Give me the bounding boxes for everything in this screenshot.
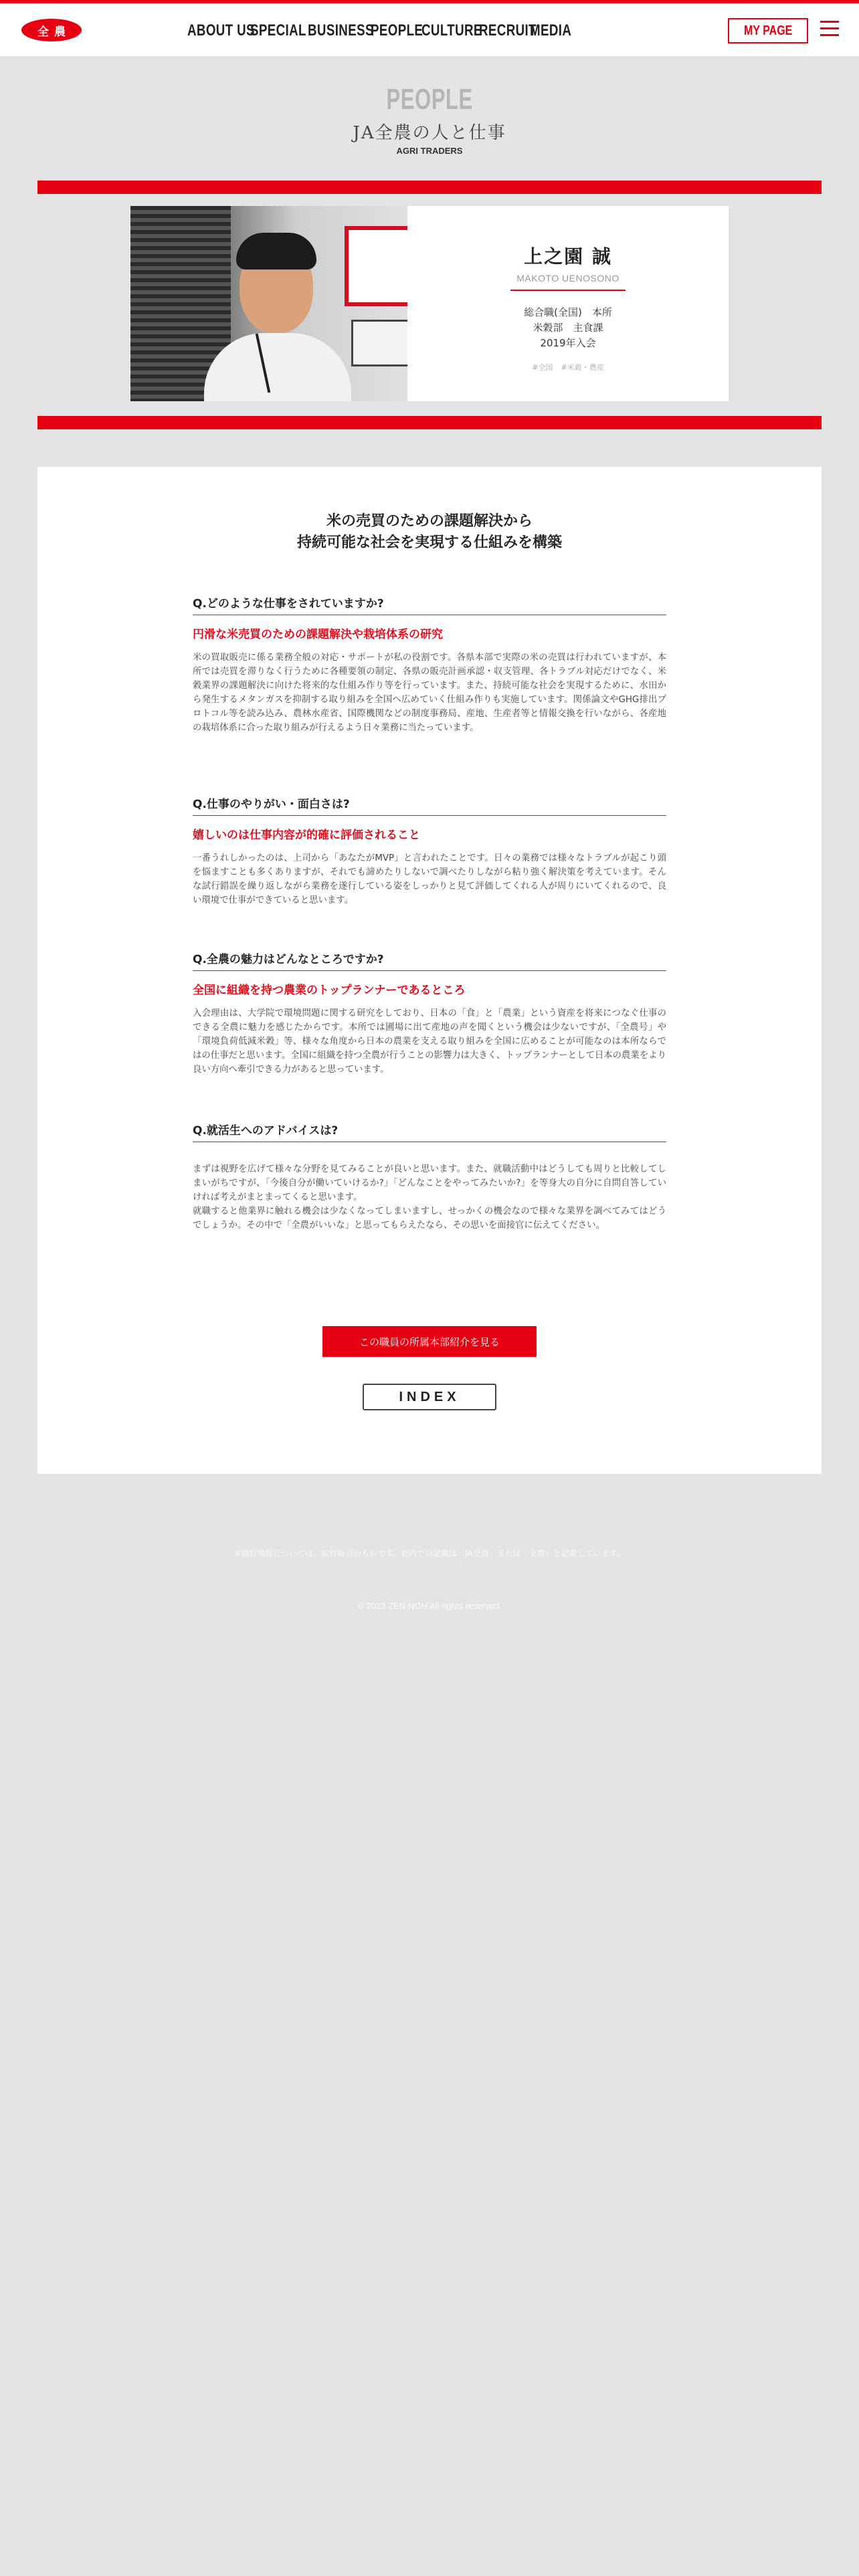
profile-join-year: 2019年入会 xyxy=(540,337,596,349)
profile-name-en: MAKOTO UENOSONO xyxy=(516,273,619,284)
profile-photo xyxy=(130,206,407,401)
answer-text: 一番うれしかったのは、上司から「あなたがMVP」と言われたことです。日々の業務では様々なトラブルが起こり頭を悩ますことも多くありますが、それでも諦めたりしないで調べたりしながら粘り強く解決策を考えています。そんな試行錯誤を繰り返しながら業務を遂行している姿をしっかりと見て評価してくれる人が周りにいてくれるので、良い環境で仕事ができていると思います。 xyxy=(193,853,666,905)
qa-block xyxy=(193,950,666,1077)
department-intro-button[interactable]: この職員の所属本部紹介を見る xyxy=(322,1326,537,1357)
qa-block xyxy=(193,594,666,735)
profile-card xyxy=(130,206,729,401)
question-heading: Q.どのような仕事をされていますか? xyxy=(193,594,666,615)
menu-icon[interactable] xyxy=(820,21,839,38)
profile-info xyxy=(407,305,729,351)
profile-employment: 総合職(全国) 本所 xyxy=(524,306,612,318)
answer-headline: 円滑な米売買のための課題解決や栽培体系の研究 xyxy=(193,628,443,641)
nav-culture[interactable]: CULTURE xyxy=(421,21,482,39)
divider-bottom xyxy=(37,416,822,429)
profile-department: 米穀部 主食課 xyxy=(533,322,603,334)
answer-text: まずは視野を広げて様々な分野を見てみることが良いと思います。また、就職活動中はどうしても周りと比較してしまいがちですが、「今後自分が働いていけるか?」「どんなことをやってみたいか?」を等身大の自分に自問自答していければ考えがまとまってくると思います。 就職すると他業界に触れる機会は少なくなってしまいますし、せっかくの機会なので様々な業界を調べてみてはどうでしょうか。その中で「全農がいいな」と思ってもらえたなら、その思いを面接官に伝えてください。 xyxy=(193,1164,666,1230)
index-button[interactable]: INDEX xyxy=(363,1384,496,1410)
profile-name-underline xyxy=(510,290,626,291)
section-subtitle: JA全農の人と仕事 xyxy=(353,123,506,143)
nav-business[interactable]: BUSINESS xyxy=(308,21,374,39)
qa-block xyxy=(193,794,666,907)
tag-link[interactable]: #米穀・農産 xyxy=(561,363,604,372)
site-header xyxy=(0,0,859,56)
answer-headline: 全国に組織を持つ農業のトップランナーであるところ xyxy=(193,984,466,997)
profile-name: 上之園 誠 xyxy=(524,245,612,267)
nav-media[interactable]: MEDIA xyxy=(530,21,572,39)
nav-about-us[interactable]: ABOUT US xyxy=(187,21,255,39)
footer-note: ※職員情報については、取材時点のものです。社内での記載は「JA全農」または「全農」と記載しています。 xyxy=(234,1549,625,1558)
question-heading: Q.就活生へのアドバイスは? xyxy=(193,1121,666,1142)
nav-recruit[interactable]: RECRUIT xyxy=(479,21,537,39)
profile-tags xyxy=(407,362,729,372)
article-lead: 米の売買のための課題解決から 持続可能な社会を実現する仕組みを構築 xyxy=(296,513,562,551)
question-heading: Q.全農の魅力はどんなところですか? xyxy=(193,950,666,971)
answer-text: 米の買取販売に係る業務全般の対応・サポートが私の役割です。各県本部で実際の米の売買は行われていますが、本所では売買を滞りなく行うために各種要領の制定、各県の販売計画承認・収支管理、各トラブル対応だけでなく、米穀業界の課題解決に向けた将来的な仕組み作り等を行っています。また、持続可能な社会を実現するために、水田から発生するメタンガスを抑制する取り組みを全国へ広めていく仕組み作りも実施しています。関係論文やGHG排出プロトコル等を読み込み、農林水産省、国際機関などの制度事務局、産地、生産者等と情報交換を行いながら、各産地の栽培体系に合った取り組みが行えるよう日々業務に当たっています。 xyxy=(193,653,666,733)
answer-headline: 嬉しいのは仕事内容が的確に評価されること xyxy=(193,829,420,842)
answer-text: 入会理由は、大学院で環境問題に関する研究をしており、日本の「食」と「農業」という資産を将来につなぐ仕事のできる全農に魅力を感じたからです。本所では圃場に出て産地の声を聞くという機会は少ないですが、「全農号」や「環境負荷低減米穀」等、様々な角度から日本の農業を支える取り組みを全国に広めることが可能なのは本所ならではの仕事だと思います。全国に組織を持つ全農が行うことの影響力は大きく、トップランナーとして日本の農業をより良い方向へ牽引できる力があると思っています。 xyxy=(193,1008,666,1075)
footer-copyright: © 2023 ZEN-NOH All rights reserved. xyxy=(357,1601,502,1611)
divider-top xyxy=(37,181,822,194)
question-heading: Q.仕事のやりがい・面白さは? xyxy=(193,794,666,816)
zennoh-logo[interactable]: 全農 xyxy=(21,19,82,41)
section-category: AGRI TRADERS xyxy=(396,146,463,156)
mypage-label: MY PAGE xyxy=(743,23,793,38)
interview-article xyxy=(37,467,822,1474)
nav-people[interactable]: PEOPLE xyxy=(371,21,423,39)
qa-block xyxy=(193,1121,666,1232)
mypage-button[interactable] xyxy=(728,18,808,43)
global-nav xyxy=(187,21,574,40)
section-title: PEOPLE xyxy=(386,83,473,116)
tag-link[interactable]: #全国 xyxy=(532,363,553,372)
nav-special[interactable]: SPECIAL xyxy=(250,21,306,39)
